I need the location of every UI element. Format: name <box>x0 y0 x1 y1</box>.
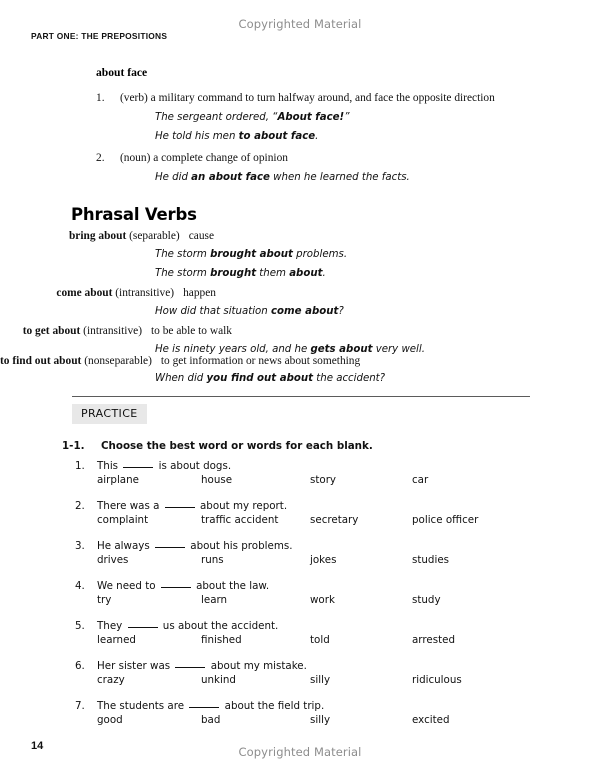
option-choice[interactable]: study <box>412 594 441 606</box>
stem-text: about my mistake. <box>207 660 307 672</box>
stem-text: He always <box>97 540 153 552</box>
direction-text: Choose the best word or words for each blank. <box>101 440 373 452</box>
stem-text: about my report. <box>196 500 288 512</box>
answer-blank[interactable] <box>128 627 158 628</box>
example-bold: you find out about <box>206 373 314 384</box>
sense-1 <box>96 92 495 104</box>
sense-2-text: (noun) a complete change of opinion <box>120 152 288 164</box>
stem-text: They <box>97 620 126 632</box>
practice-direction <box>31 440 551 452</box>
pv-type: (intransitive) <box>115 287 175 299</box>
example-text: problems. <box>292 249 348 260</box>
example-text: He did <box>155 172 192 183</box>
pv-2-example-1 <box>155 306 344 317</box>
question-stem-3 <box>31 540 293 552</box>
option-choice[interactable]: jokes <box>310 554 337 566</box>
pv-1-example-1 <box>155 249 347 260</box>
option-choice[interactable]: drives <box>97 554 129 566</box>
example-bold: brought about <box>210 249 293 260</box>
option-choice[interactable]: learned <box>97 634 136 646</box>
option-choice[interactable]: silly <box>310 674 331 686</box>
question-number: 4. <box>75 580 85 592</box>
pv-term-text: to get about <box>22 325 81 337</box>
stem-text: Her sister was <box>97 660 174 672</box>
option-choice[interactable]: learn <box>201 594 228 606</box>
example-text: The storm <box>155 249 211 260</box>
pv-type: (intransitive) <box>83 325 143 337</box>
question-options-7 <box>0 714 600 728</box>
example-text: ” <box>344 112 350 123</box>
running-head: PART ONE: THE PREPOSITIONS <box>31 31 168 41</box>
section-heading-phrasal-verbs: Phrasal Verbs <box>71 205 197 224</box>
question-stem-6 <box>31 660 307 672</box>
pv-term-text: to find out about <box>0 355 82 367</box>
example-text: He is ninety years old, and he <box>155 344 311 355</box>
page-number: 14 <box>31 740 44 752</box>
headword: about face <box>96 66 148 79</box>
answer-blank[interactable] <box>175 667 205 668</box>
example-bold: About face! <box>277 112 345 123</box>
sense-1-number: 1. <box>96 92 105 104</box>
practice-tag: PRACTICE <box>72 404 147 424</box>
stem-text: This <box>97 460 122 472</box>
option-choice[interactable]: car <box>412 474 429 486</box>
option-choice[interactable]: arrested <box>412 634 455 646</box>
stem-text: is about dogs. <box>155 460 232 472</box>
stem-text: about his problems. <box>186 540 293 552</box>
option-choice[interactable]: studies <box>412 554 450 566</box>
answer-blank[interactable] <box>165 507 195 508</box>
option-choice[interactable]: crazy <box>97 674 125 686</box>
direction-number: 1-1. <box>62 440 85 452</box>
example-bold: come about <box>270 306 339 317</box>
pv-1-example-2 <box>155 268 326 279</box>
answer-blank[interactable] <box>161 587 191 588</box>
option-choice[interactable]: ridiculous <box>412 674 462 686</box>
sense-2-number: 2. <box>96 152 105 164</box>
stem-text: about the law. <box>192 580 270 592</box>
option-choice[interactable]: silly <box>310 714 331 726</box>
pv-gloss: to get information or news about something <box>160 355 361 367</box>
option-choice[interactable]: secretary <box>310 514 359 526</box>
option-choice[interactable]: finished <box>201 634 242 646</box>
stem-text: There was a <box>97 500 163 512</box>
option-choice[interactable]: bad <box>201 714 221 726</box>
question-number: 5. <box>75 620 85 632</box>
option-choice[interactable]: try <box>97 594 112 606</box>
option-choice[interactable]: house <box>201 474 233 486</box>
option-choice[interactable]: story <box>310 474 337 486</box>
answer-blank[interactable] <box>155 547 185 548</box>
example-text: ? <box>338 306 344 317</box>
pv-gloss: cause <box>188 230 214 242</box>
option-choice[interactable]: good <box>97 714 123 726</box>
example-text: The sergeant ordered, “ <box>155 112 278 123</box>
sense-2 <box>96 152 288 164</box>
question-stem-1 <box>31 460 231 472</box>
option-choice[interactable]: work <box>310 594 335 606</box>
section-divider <box>72 396 530 397</box>
pv-4-example-1 <box>155 373 385 384</box>
sense-1-example-2 <box>155 131 318 142</box>
pv-type: (separable) <box>129 230 180 242</box>
pv-gloss: happen <box>183 287 216 299</box>
watermark-top: Copyrighted Material <box>238 17 362 31</box>
question-number: 3. <box>75 540 85 552</box>
pv-term-text: bring about <box>68 230 127 242</box>
option-choice[interactable]: airplane <box>97 474 139 486</box>
pv-gloss: to be able to walk <box>151 325 232 337</box>
question-options-6 <box>0 674 600 688</box>
example-bold: about <box>289 268 323 279</box>
question-stem-7 <box>31 700 324 712</box>
pv-type: (nonseparable) <box>84 355 152 367</box>
question-number: 6. <box>75 660 85 672</box>
answer-blank[interactable] <box>123 467 153 468</box>
example-bold: to about face <box>238 131 316 142</box>
stem-text: We need to <box>97 580 159 592</box>
option-choice[interactable]: complaint <box>97 514 149 526</box>
example-text: the accident? <box>313 373 386 384</box>
example-bold: gets about <box>310 344 373 355</box>
example-text: How did that situation <box>155 306 271 317</box>
phrasal-verb-term-4 <box>0 355 361 367</box>
question-stem-4 <box>31 580 269 592</box>
example-text: when he learned the facts. <box>269 172 410 183</box>
question-stem-2 <box>31 500 287 512</box>
answer-blank[interactable] <box>189 707 219 708</box>
question-options-4 <box>0 594 600 608</box>
pv-term-text: come about <box>56 287 113 299</box>
question-number: 1. <box>75 460 85 472</box>
example-text: them <box>256 268 290 279</box>
example-text: . <box>315 131 319 142</box>
question-stem-5 <box>31 620 278 632</box>
watermark-bottom: Copyrighted Material <box>238 745 362 759</box>
sense-1-text: (verb) a military command to turn halfway around, and face the opposite direction <box>120 92 495 104</box>
example-text: . <box>322 268 326 279</box>
example-text: The storm <box>155 268 211 279</box>
sense-1-example-1 <box>155 112 349 123</box>
option-choice[interactable]: traffic accident <box>201 514 279 526</box>
option-choice[interactable]: unkind <box>201 674 236 686</box>
example-text: very well. <box>372 344 425 355</box>
question-options-3 <box>0 554 600 568</box>
option-choice[interactable]: police officer <box>412 514 479 526</box>
question-options-5 <box>0 634 600 648</box>
question-number: 2. <box>75 500 85 512</box>
pv-3-example-1 <box>155 344 425 355</box>
option-choice[interactable]: told <box>310 634 330 646</box>
sense-2-example-1 <box>155 172 410 183</box>
question-options-2 <box>0 514 600 528</box>
phrasal-verb-term-1 <box>0 230 214 242</box>
question-number: 7. <box>75 700 85 712</box>
stem-text: us about the accident. <box>159 620 279 632</box>
stem-text: about the field trip. <box>221 700 325 712</box>
example-text: He told his men <box>155 131 239 142</box>
question-options-1 <box>0 474 600 488</box>
phrasal-verb-term-2 <box>0 287 216 299</box>
example-bold: brought <box>210 268 257 279</box>
option-choice[interactable]: excited <box>412 714 450 726</box>
example-bold: an about face <box>191 172 270 183</box>
example-text: When did <box>155 373 207 384</box>
option-choice[interactable]: runs <box>201 554 224 566</box>
stem-text: The students are <box>97 700 188 712</box>
phrasal-verb-term-3 <box>0 325 232 337</box>
